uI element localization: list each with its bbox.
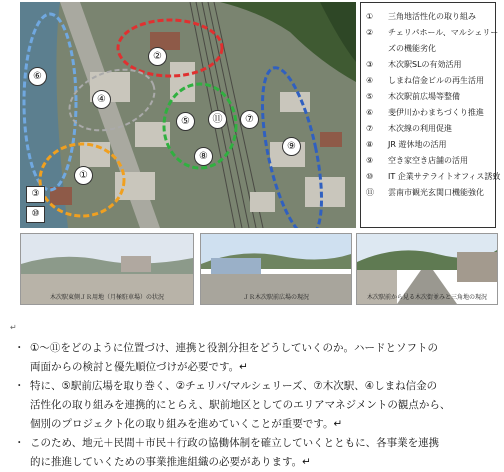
photo-caption: 木次駅前から見る木次街並みと三角地の現況 [366, 294, 487, 301]
legend-row: ⑨ 空き家空き店舗の活用 [366, 156, 468, 165]
marker-6: ⑥ [28, 67, 47, 86]
marker-4: ④ [92, 90, 111, 109]
legend-row: ② チェリパホール、マルシェリー [366, 28, 499, 37]
legend-row: ⑤ 木次駅前広場等整備 [366, 92, 460, 101]
photo-caption: ＪＲ木次駅前広場の現況 [242, 294, 309, 301]
body-text [14, 339, 500, 472]
legend-row: ⑥ 斐伊川かわまちづくり推進 [366, 108, 484, 117]
marker-2: ② [148, 47, 167, 66]
legend-row: ⑦ 木次線の利用促進 [366, 124, 452, 133]
legend-box [360, 2, 501, 228]
return-mark: ↵ [10, 323, 17, 332]
marker-1: ① [74, 166, 93, 185]
marker-3: ③ [26, 186, 45, 203]
marker-5: ⑤ [176, 112, 195, 131]
photo-streetscape [356, 233, 498, 305]
marker-10: ⑩ [26, 206, 45, 223]
legend-row: ① 三角地活性化の取り組み [366, 12, 476, 21]
bullet-item: ・ このため、地元＋民間＋市民＋行政の協働体制を確立していくとともに、各事業を連携 的に推進していくための事業推進組織の必要があります。↵ [14, 437, 440, 468]
legend-row: ③ 木次駅SLの有効活用 [366, 60, 462, 69]
legend-row: ⑩ IT 企業サテライトオフィス誘致 [366, 172, 501, 181]
marker-9: ⑨ [282, 137, 301, 156]
photo-jr-land [20, 233, 194, 305]
bullet-item: ・ 特に、⑤駅前広場を取り巻く、②チェリバ/マルシェリーズ、⑦木次駅、④しまね信金の 活性化の取り組みを連携的にとらえ、駅前地区としてのエリアマネジメントの観点から、 個別のプロジェクト化の取り組みを進めていくことが重要です。↵ [14, 380, 451, 430]
photo-station-plaza [200, 233, 352, 305]
bullet-item: ・ ①～⑪をどのように位置づけ、連携と役割分担をどうしていくのか。ハードとソフトの 両面からの検討と優先順位づけが必要です。↵ [14, 342, 438, 373]
legend-row: ズの機能劣化 [388, 44, 436, 53]
legend-row: ④ しまね信金ビルの再生活用 [366, 76, 484, 85]
photo-caption: 木次駅東側ＪＲ用地（月極駐車場）の状況 [49, 294, 164, 301]
marker-8: ⑧ [194, 147, 213, 166]
legend-row: ⑪ 雲南市観光玄関口機能強化 [366, 188, 484, 197]
legend-row: ⑧ JR 遊休地の活用 [366, 140, 447, 149]
marker-11: ⑪ [208, 110, 227, 129]
marker-7: ⑦ [240, 110, 259, 129]
aerial-map [20, 2, 356, 228]
